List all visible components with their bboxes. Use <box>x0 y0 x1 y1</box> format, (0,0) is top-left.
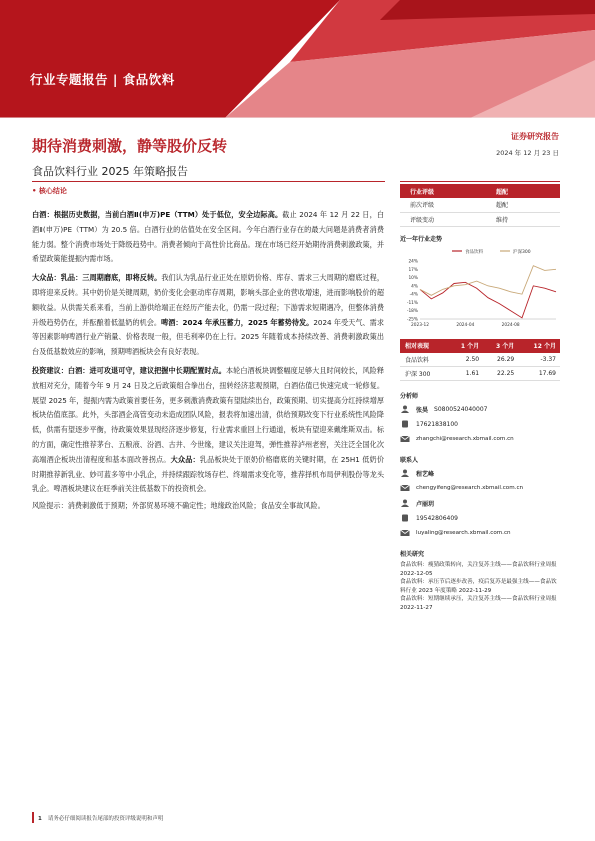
title-divider <box>32 181 385 182</box>
x-tick-label: 2024-08 <box>501 322 520 328</box>
paragraph-investment <box>32 364 384 497</box>
footer <box>38 814 163 822</box>
analyst-email[interactable]: zhangchi@research.xbmail.com.cn <box>416 436 514 442</box>
paragraph-text-beer: 2024 年受天气、需求等因素影响啤酒行业产销量、价格表现一般，但毛利率仍在上行。2025 年随着成本持续改善、消费刺激政策出台及低基数效应的影响，预期啤酒板块会有良好表现。 <box>32 317 384 357</box>
y-axis-ticks <box>407 258 556 322</box>
paragraph-risk <box>32 499 384 514</box>
y-tick-label: -11% <box>406 300 418 306</box>
related-report-link[interactable]: 食品饮料：承压节后逐步改善，疫后复苏是最强主线——食品饮料行业 2023 年度策略 2022-11-29 <box>400 579 557 594</box>
rating-row <box>400 184 560 198</box>
perf-value: -3.37 <box>518 353 560 367</box>
chart-legend <box>452 248 531 255</box>
x-tick-label: 2023-12 <box>411 322 429 328</box>
performance-row <box>400 367 560 381</box>
analyst-name: 张昊 <box>416 406 429 414</box>
contact1-name-row <box>400 467 560 479</box>
contact1-email[interactable]: chengyifeng@research.xbmail.com.cn <box>416 485 524 491</box>
report-subtitle: 食品饮料行业 2025 年策略报告 <box>32 165 188 178</box>
person-icon <box>400 405 410 413</box>
perf-value: 26.29 <box>483 353 518 367</box>
performance-row <box>400 353 560 367</box>
paragraph-lead-beer: 啤酒：2024 年承压蓄力，2025 年蓄势待发。 <box>161 317 314 327</box>
trend-chart <box>400 247 560 331</box>
contact2-phone-row <box>400 512 560 524</box>
analyst-section-title: 分析师 <box>400 393 419 400</box>
paragraph-text: 本轮白酒板块调整幅度足够大且时间较长，风险释放相对充分，随着今年 9 月 24 日及之后政策组合拳出台，扭转经济悲观预期，白酒估值已快速完成一轮修复。展望 2025 年，提振内需为政策首要任务，更多刺激消费政策有望陆续出台，政策预期、切实提高分红持续增厚板块估值底部。此外，头部酒企高管变动未造成团队风险，报表将加速出清，供给预期改变下行业系统性风险降低，供需有望逐步平衡，待政策效果显现经济逐步修复，行业需求重回上行通道，板块有望迎来戴维斯双击。标的方面，确定性推荐茅台、五粮液、汾酒、古井、今世缘，建议关注迎驾，弹性推荐泸州老窖，关注泛全国化次高端酒企板块出清程度和基本面改善拐点。 <box>32 365 384 464</box>
paragraph-text: 风险提示：消费刺激低于预期；外部贸易环境不确定性；地缘政治风险；食品安全事故风险。 <box>32 501 325 511</box>
page-number: 1 <box>38 816 42 822</box>
report-title: 期待消费刺激，静等股价反转 <box>32 137 228 155</box>
footer-accent <box>32 812 34 823</box>
perf-name: 沪深 300 <box>400 367 448 381</box>
section-heading: • 核心结论 <box>32 187 67 195</box>
paragraph-baijiu <box>32 208 384 267</box>
sidebar-divider <box>400 181 560 182</box>
series-line-1 <box>420 265 556 295</box>
contact1-email-row <box>400 482 560 494</box>
rating-value: 超配 <box>486 198 560 212</box>
y-tick-label: -18% <box>406 308 418 314</box>
rating-value: 超配 <box>486 184 560 198</box>
paragraph-lead: 大众品：乳品：三周期磨底，即将反转。 <box>32 273 162 283</box>
phone-icon <box>400 514 410 522</box>
y-tick-label: 24% <box>408 259 418 264</box>
y-tick-label: 17% <box>408 267 418 273</box>
paragraph-mass-goods <box>32 271 384 360</box>
rating-label: 前次评级 <box>400 198 486 212</box>
contact2-name: 卢丽玥 <box>416 500 435 508</box>
report-type-label: 证券研究报告 <box>511 132 559 141</box>
chart-lines <box>420 265 556 317</box>
contact2-name-row <box>400 497 560 509</box>
perf-value: 1.61 <box>448 367 483 381</box>
legend-label-hs300: 沪深300 <box>513 249 531 255</box>
rating-row <box>400 212 560 226</box>
person-icon <box>400 469 410 477</box>
y-tick-label: 4% <box>411 283 418 289</box>
perf-value: 22.25 <box>483 367 518 381</box>
mail-icon <box>400 435 410 443</box>
report-body <box>32 208 384 516</box>
y-tick-label: -4% <box>409 292 418 298</box>
y-tick-label: -25% <box>406 317 418 322</box>
header-banner <box>0 0 595 118</box>
contact2-phone: 19542806409 <box>416 514 458 522</box>
rating-table <box>400 184 560 227</box>
contact1-name: 程艺峰 <box>416 470 435 478</box>
perf-header-cell: 1 个月 <box>448 339 483 353</box>
phone-icon <box>400 420 410 428</box>
trend-chart-svg <box>400 247 560 329</box>
related-section-title: 相关研究 <box>400 551 425 558</box>
perf-value: 2.50 <box>448 353 483 367</box>
x-tick-label: 2024-04 <box>456 322 475 328</box>
rating-value: 维持 <box>486 212 560 226</box>
banner-title: 行业专题报告 | 食品饮料 <box>30 72 175 87</box>
contact2-email-row <box>400 527 560 539</box>
series-line-0 <box>420 282 556 318</box>
analyst-name-row <box>400 403 560 415</box>
rating-label: 行业评级 <box>400 184 486 198</box>
perf-header-cell: 3 个月 <box>483 339 518 353</box>
mail-icon <box>400 484 410 492</box>
perf-name: 食品饮料 <box>400 353 448 367</box>
contact2-email[interactable]: luyaling@research.xbmail.com.cn <box>416 530 511 536</box>
footer-disclaimer: 请务必仔细阅读报告尾部的投资评级说明和声明 <box>47 816 164 822</box>
rating-row <box>400 198 560 212</box>
perf-header-cell: 相对表现 <box>400 339 448 353</box>
analyst-cert: S0800524040007 <box>434 405 488 413</box>
analyst-phone-row <box>400 418 560 430</box>
paragraph-lead: 投资建议：白酒：进可攻退可守，建议把握中长期配置时点。 <box>32 365 226 375</box>
perf-value: 17.69 <box>518 367 560 381</box>
paragraph-text: 我们认为乳品行业正处在原奶价格、库存、需求三大周期的磨底过程，即将迎来反转。其中奶价是关键周期，奶价变化会驱动库存周期，影响头部企业的营收增速，进而影响股价的超额收益。从供需关系来看，当前上游供给端正在经历产能去化，仍需一段过程；下游需求短期遇冷，但整体消费升级趋势仍在，并酝酿着低温奶的机会。 <box>32 273 384 327</box>
paragraph-lead-mass: 大众品： <box>170 454 200 464</box>
report-date: 2024 年 12 月 23 日 <box>496 149 559 157</box>
analyst-phone: 17621838100 <box>416 420 458 428</box>
x-axis-ticks <box>411 322 520 328</box>
banner-shapes <box>0 0 595 118</box>
paragraph-text: 截止 2024 年 12 月 22 日，白酒Ⅱ(申万)PE（TTM）为 20.5 倍。白酒行业的估值处在安全区间。今年白酒行业存在的最大问题是消费者消费能力弱。整个消费市场处于降级趋势中。消费者倾向于高性价比商品。现在市场已经开始期待消费刺激政策，并希望政策能提振内需市场。 <box>32 210 384 264</box>
related-reports <box>400 561 563 613</box>
trend-title: 近一年行业走势 <box>400 235 443 243</box>
sidebar <box>400 184 563 613</box>
paragraph-lead: 白酒：根据历史数据，当前白酒Ⅱ(申万)PE（TTM）处于低位，安全边际高。 <box>32 210 283 219</box>
legend-label-food: 食品饮料 <box>465 249 483 255</box>
contacts-section-title: 联系人 <box>400 457 419 464</box>
person-icon <box>400 499 410 507</box>
paragraph-text-mass: 乳品板块处于原奶价格磨底的关键时期，在 25H1 低奶价时期推荐新乳业、妙可蓝多等中小乳企，并持续跟踪牧场存栏、终端需求变化等，推荐择机布局伊利股份等龙头乳企。啤酒板块建议在旺季前关注低基数下的投资机会。 <box>32 454 384 494</box>
rating-label: 评级变动 <box>400 212 486 226</box>
y-tick-label: 10% <box>408 275 418 281</box>
performance-table <box>400 339 560 382</box>
perf-header-cell: 12 个月 <box>518 339 560 353</box>
mail-icon <box>400 529 410 537</box>
analyst-email-row <box>400 433 560 445</box>
related-report-link[interactable]: 食品饮料：瘦猜政策转向，关注复苏主线——食品饮料行业周报 2022-12-05 <box>400 562 563 577</box>
related-report-link[interactable]: 食品饮料：短期继续承压，关注复苏主线——食品饮料行业周报 2022-11-27 <box>400 596 563 611</box>
performance-header <box>400 339 560 353</box>
